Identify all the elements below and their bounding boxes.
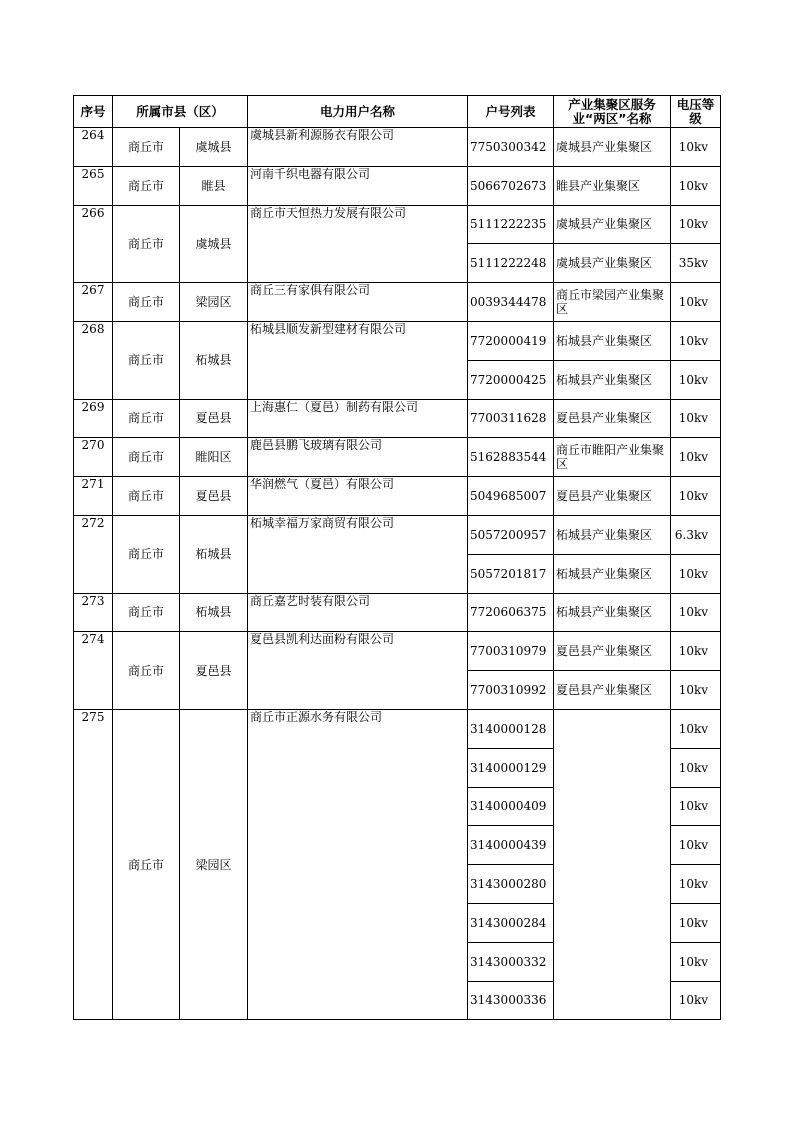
account-cell: 7720000419 [468, 321, 554, 360]
voltage-cell: 10kv [671, 942, 721, 981]
county-cell: 夏邑县 [180, 632, 248, 710]
city-cell: 商丘市 [113, 709, 180, 1019]
voltage-cell: 10kv [671, 709, 721, 748]
city-cell: 商丘市 [113, 321, 180, 399]
account-cell: 5057200957 [468, 515, 554, 554]
table-row [74, 515, 721, 554]
voltage-cell: 10kv [671, 826, 721, 865]
county-cell: 夏邑县 [180, 477, 248, 516]
city-cell: 商丘市 [113, 515, 180, 593]
zone-cell: 柘城县产业集聚区 [554, 321, 671, 360]
account-cell: 7750300342 [468, 128, 554, 167]
city-cell: 商丘市 [113, 128, 180, 167]
user-name-cell: 虞城县新利源肠衣有限公司 [248, 128, 468, 167]
power-user-table [73, 95, 721, 1020]
voltage-cell: 6.3kv [671, 515, 721, 554]
voltage-cell: 10kv [671, 399, 721, 438]
zone-cell: 睢县产业集聚区 [554, 166, 671, 205]
table-row [74, 477, 721, 516]
table-row [74, 709, 721, 748]
account-cell: 3140000128 [468, 709, 554, 748]
account-cell: 0039344478 [468, 283, 554, 322]
user-name-cell: 商丘市正源水务有限公司 [248, 709, 468, 1019]
table-row [74, 128, 721, 167]
account-cell: 3140000409 [468, 787, 554, 826]
city-cell: 商丘市 [113, 399, 180, 438]
voltage-cell: 10kv [671, 166, 721, 205]
county-cell: 睢阳区 [180, 438, 248, 477]
user-name-cell: 河南千织电器有限公司 [248, 166, 468, 205]
account-cell: 5162883544 [468, 438, 554, 477]
zone-cell: 柘城县产业集聚区 [554, 360, 671, 399]
seq-cell: 272 [74, 515, 113, 593]
account-cell: 7700311628 [468, 399, 554, 438]
table-row [74, 438, 721, 477]
seq-cell: 269 [74, 399, 113, 438]
seq-cell: 275 [74, 709, 113, 1019]
seq-cell: 267 [74, 283, 113, 322]
zone-cell: 夏邑县产业集聚区 [554, 671, 671, 710]
county-cell: 虞城县 [180, 128, 248, 167]
county-cell: 梁园区 [180, 709, 248, 1019]
user-name-cell: 商丘嘉艺时装有限公司 [248, 593, 468, 632]
county-cell: 梁园区 [180, 283, 248, 322]
table-row [74, 166, 721, 205]
seq-cell: 273 [74, 593, 113, 632]
voltage-cell: 10kv [671, 128, 721, 167]
city-cell: 商丘市 [113, 477, 180, 516]
zone-cell: 柘城县产业集聚区 [554, 515, 671, 554]
seq-cell: 265 [74, 166, 113, 205]
account-cell: 7700310979 [468, 632, 554, 671]
header-row [74, 96, 721, 128]
county-cell: 柘城县 [180, 593, 248, 632]
voltage-cell: 10kv [671, 360, 721, 399]
city-cell: 商丘市 [113, 205, 180, 283]
account-cell: 5049685007 [468, 477, 554, 516]
account-cell: 3143000284 [468, 903, 554, 942]
zone-cell: 夏邑县产业集聚区 [554, 632, 671, 671]
seq-cell: 270 [74, 438, 113, 477]
voltage-cell: 10kv [671, 438, 721, 477]
user-name-cell: 夏邑县凯利达面粉有限公司 [248, 632, 468, 710]
voltage-cell: 10kv [671, 321, 721, 360]
city-cell: 商丘市 [113, 438, 180, 477]
voltage-cell: 10kv [671, 981, 721, 1020]
header-voltage: 电压等级 [671, 96, 721, 128]
zone-cell: 柘城县产业集聚区 [554, 593, 671, 632]
voltage-cell: 10kv [671, 283, 721, 322]
user-name-cell: 上海惠仁（夏邑）制药有限公司 [248, 399, 468, 438]
account-cell: 5066702673 [468, 166, 554, 205]
zone-cell: 商丘市睢阳产业集聚区 [554, 438, 671, 477]
voltage-cell: 10kv [671, 593, 721, 632]
seq-cell: 266 [74, 205, 113, 283]
voltage-cell: 10kv [671, 671, 721, 710]
header-seq: 序号 [74, 96, 113, 128]
county-cell: 夏邑县 [180, 399, 248, 438]
city-cell: 商丘市 [113, 166, 180, 205]
voltage-cell: 10kv [671, 787, 721, 826]
voltage-cell: 10kv [671, 903, 721, 942]
zone-cell: 夏邑县产业集聚区 [554, 399, 671, 438]
account-cell: 7720000425 [468, 360, 554, 399]
account-cell: 7700310992 [468, 671, 554, 710]
voltage-cell: 10kv [671, 554, 721, 593]
account-cell: 3143000336 [468, 981, 554, 1020]
county-cell: 柘城县 [180, 515, 248, 593]
header-user: 电力用户名称 [248, 96, 468, 128]
zone-cell: 商丘市梁园产业集聚区 [554, 283, 671, 322]
seq-cell: 274 [74, 632, 113, 710]
user-name-cell: 柘城幸福万家商贸有限公司 [248, 515, 468, 593]
zone-cell: 虞城县产业集聚区 [554, 205, 671, 244]
user-name-cell: 商丘三有家俱有限公司 [248, 283, 468, 322]
header-zone: 产业集聚区服务业“两区”名称 [554, 96, 671, 128]
county-cell: 睢县 [180, 166, 248, 205]
city-cell: 商丘市 [113, 593, 180, 632]
user-name-cell: 柘城县顺发新型建材有限公司 [248, 321, 468, 399]
zone-cell: 虞城县产业集聚区 [554, 244, 671, 283]
header-city-county: 所属市县（区） [113, 96, 248, 128]
voltage-cell: 10kv [671, 205, 721, 244]
voltage-cell: 10kv [671, 865, 721, 904]
user-name-cell: 商丘市天恒热力发展有限公司 [248, 205, 468, 283]
header-account: 户号列表 [468, 96, 554, 128]
account-cell: 3143000332 [468, 942, 554, 981]
seq-cell: 271 [74, 477, 113, 516]
account-cell: 5111222248 [468, 244, 554, 283]
account-cell: 5057201817 [468, 554, 554, 593]
county-cell: 虞城县 [180, 205, 248, 283]
city-cell: 商丘市 [113, 632, 180, 710]
seq-cell: 264 [74, 128, 113, 167]
seq-cell: 268 [74, 321, 113, 399]
account-cell: 3140000129 [468, 748, 554, 787]
zone-cell: 夏邑县产业集聚区 [554, 477, 671, 516]
user-name-cell: 鹿邑县鹏飞玻璃有限公司 [248, 438, 468, 477]
county-cell: 柘城县 [180, 321, 248, 399]
user-name-cell: 华润燃气（夏邑）有限公司 [248, 477, 468, 516]
zone-cell: 柘城县产业集聚区 [554, 554, 671, 593]
account-cell: 3143000280 [468, 865, 554, 904]
account-cell: 3140000439 [468, 826, 554, 865]
city-cell: 商丘市 [113, 283, 180, 322]
table-row [74, 399, 721, 438]
zone-cell: 虞城县产业集聚区 [554, 128, 671, 167]
table-row [74, 632, 721, 671]
account-cell: 5111222235 [468, 205, 554, 244]
account-cell: 7720606375 [468, 593, 554, 632]
table-row [74, 205, 721, 244]
table-row [74, 283, 721, 322]
voltage-cell: 10kv [671, 748, 721, 787]
voltage-cell: 10kv [671, 632, 721, 671]
zone-cell [554, 709, 671, 1019]
table-row [74, 593, 721, 632]
table-row [74, 321, 721, 360]
voltage-cell: 35kv [671, 244, 721, 283]
voltage-cell: 10kv [671, 477, 721, 516]
